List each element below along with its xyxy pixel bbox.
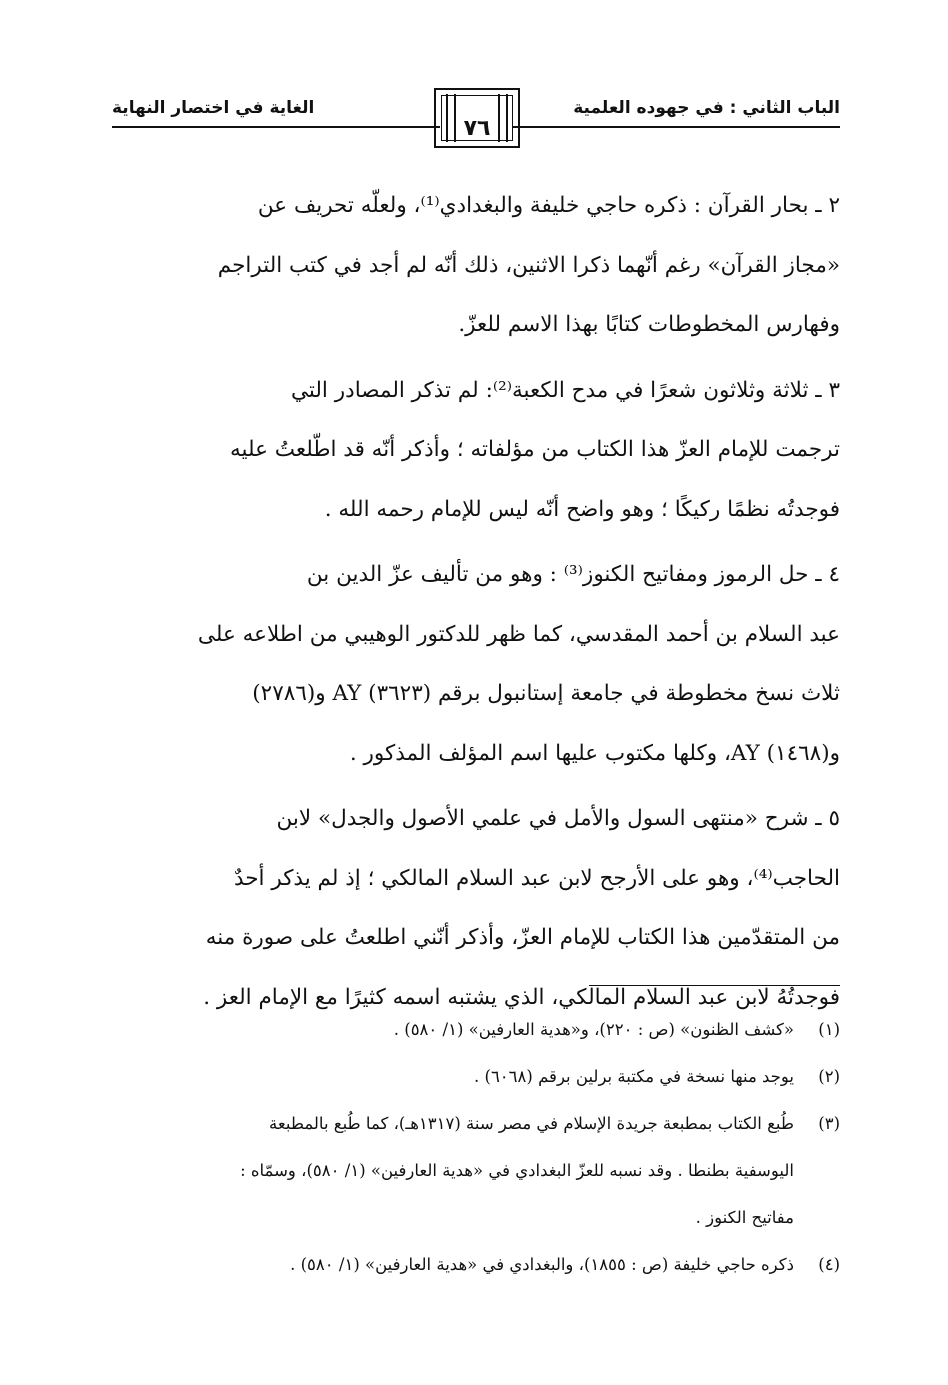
text-line: ثلاث نسخ مخطوطة في جامعة إستانبول برقم (٣٦٢٣) AY و(٢٧٨٦) [252,681,840,706]
text-line: ترجمت للإمام العزّ هذا الكتاب من مؤلفاته ؛ وأذكر أنّه قد اطّلعتُ عليه [229,437,840,462]
text-line: و(١٤٦٨) AY، وكلها مكتوب عليها اسم المؤلف المذكور . [349,740,840,766]
text-line: ٥ ـ شرح «منتهى السول والأمل في علمي الأصول والجدل» لابن [276,806,840,831]
running-header [112,88,840,150]
footnote-text [112,1241,794,1288]
footnote-separator [589,985,840,986]
text-line: الحاجب⁽⁴⁾، وهو على الأرجح لابن عبد السلام المالكي ؛ إذ لم يذكر أحدٌ [233,865,840,891]
footnote-number: (٢) [818,1067,840,1086]
text-line: وفهارس المخطوطات كتابًا بهذا الاسم للعزّ. [458,312,840,337]
text-line: ٤ ـ حل الرموز ومفاتيح الكنوز⁽³⁾ : وهو من تأليف عزّ الدين بن [306,562,840,587]
text-line: من المتقدّمين هذا الكتاب للإمام العزّ، وأذكر أنّني اطلعتُ على صورة منه [205,925,840,950]
footnote [112,1241,840,1288]
chapter-title: الباب الثاني : في جهوده العلمية [573,98,840,118]
footnote-text [112,1006,794,1053]
footnote-number: (٤) [818,1255,840,1274]
footnote-number: (٣) [818,1114,840,1133]
header-rule-left [112,126,440,128]
text-line: «مجاز القرآن» رغم أنّهما ذكرا الاثنين، ذلك أنّه لم أجد في كتب التراجم [217,252,840,278]
footnote [112,1100,840,1241]
text-line: ٣ ـ ثلاثة وثلاثون شعرًا في مدح الكعبة⁽²⁾: لم تذكر المصادر التي [290,377,840,403]
header-rule-right [512,126,840,128]
footnote [112,1053,840,1100]
list-item [112,176,840,355]
footnote [112,1006,840,1053]
footnote-text [112,1100,794,1241]
list-item [112,361,840,540]
footnote-number: (١) [818,1020,840,1039]
text-line: عبد السلام بن أحمد المقدسي، كما ظهر للدكتور الوهيبي من اطلاعه على [197,621,840,647]
page-number-frame [434,88,520,148]
text-line: ٢ ـ بحار القرآن : ذكره حاجي خليفة والبغدادي⁽¹⁾، ولعلّه تحريف عن [257,193,840,218]
footnote-line: «كشف الظنون» (ص : ٢٢٠)، و«هدية العارفين» (١/ ٥٨٠) . [393,1020,794,1039]
main-text [112,176,840,1033]
footnote-line: طُبع الكتاب بمطبعة جريدة الإسلام في مصر سنة (١٣١٧هـ)، كما طُبع بالمطبعة [269,1114,794,1133]
footnote-line: مفاتيح الكنوز . [695,1208,794,1227]
book-title: الغاية في اختصار النهاية [112,98,315,118]
page-number: ٧٦ [463,116,491,141]
footnote-text [112,1053,794,1100]
list-item [112,789,840,1027]
footnote-line: اليوسفية بطنطا . وقد نسبه للعزّ البغدادي في «هدية العارفين» (١/ ٥٨٠)، وسمّاه : [240,1161,794,1180]
footnotes [112,1006,840,1288]
footnote-line: يوجد منها نسخة في مكتبة برلين برقم (٦٠٦٨) . [474,1067,794,1086]
list-item [112,545,840,783]
text-line: فوجدتُه نظمًا ركيكًا ؛ وهو واضح أنّه ليس للإمام رحمه الله . [324,496,840,522]
text-line: فوجدتُهُ لابن عبد السلام المالكي، الذي يشتبه اسمه كثيرًا مع الإمام العز . [203,984,840,1010]
footnote-line: ذكره حاجي خليفة (ص : ١٨٥٥)، والبغدادي في «هدية العارفين» (١/ ٥٨٠) . [290,1255,794,1274]
